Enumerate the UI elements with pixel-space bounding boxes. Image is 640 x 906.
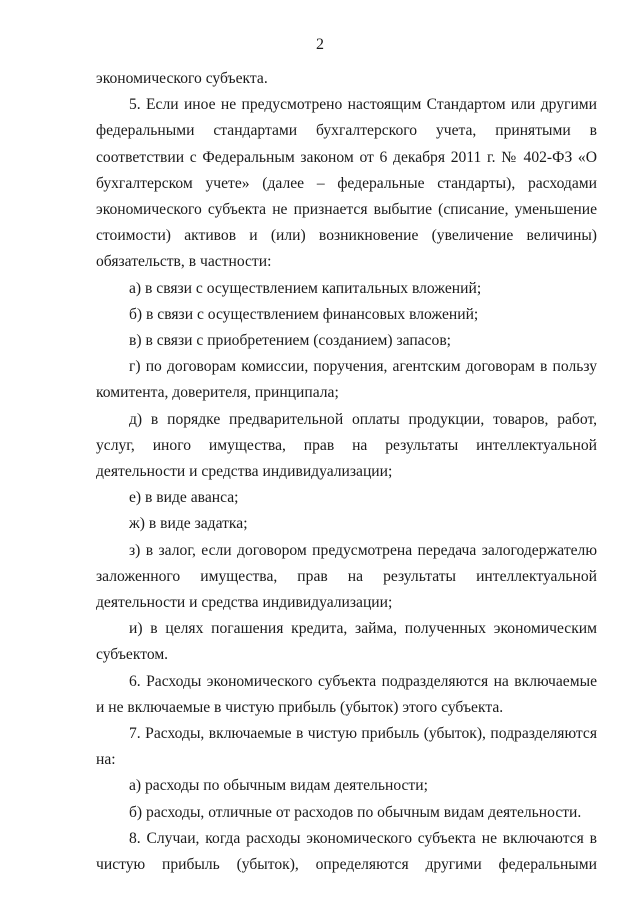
list-item-i: и) в целях погашения кредита, займа, полученных экономическим субъектом. — [96, 620, 597, 664]
document-body — [96, 66, 597, 878]
list-item-b: б) в связи с осуществлением финансовых вложений; — [129, 305, 479, 323]
list-item-7a: а) расходы по обычным видам деятельности; — [129, 777, 428, 795]
list-item-z: з) в залог, если договором предусмотрена передача залогодержателю заложенного имущества, прав на результаты интеллектуальной деятельности и средства индивидуализации; — [96, 541, 597, 612]
list-item-g: г) по договорам комиссии, поручения, агентским договорам в пользу комитента, доверителя, принципала; — [96, 358, 597, 402]
list-item-v: в) в связи с приобретением (созданием) запасов; — [129, 332, 452, 350]
list-item-a: а) в связи с осуществлением капитальных вложений; — [129, 279, 482, 297]
list-item-d: д) в порядке предварительной оплаты продукции, товаров, работ, услуг, иного имущества, прав на результаты интеллектуальной деятельности и средства индивидуализации; — [96, 410, 597, 481]
paragraph-clause-5: 5. Если иное не предусмотрено настоящим Стандартом или другими федеральными стандартами бухгалтерского учета, принятыми в соответствии с Федеральным законом от 6 декабря 2011 г. № 402-ФЗ «О бухгалтерском учете» (далее – федеральные стандарты), расходами экономического субъекта не признается выбытие (списание, уменьшение стоимости) активов и (или) возникновение (увеличение величины) обязательств, в частности: — [96, 96, 597, 271]
paragraph-continuation: экономического субъекта. — [96, 70, 268, 87]
paragraph-clause-8: 8. Случаи, когда расходы экономического субъекта не включаются в чистую прибыль (убыток), определяются другими федеральными — [96, 829, 597, 874]
list-item-e: е) в виде аванса; — [129, 489, 239, 507]
list-item-7b: б) расходы, отличные от расходов по обычным видам деятельности. — [129, 803, 582, 821]
page-number: 2 — [316, 36, 324, 53]
list-item-zh: ж) в виде задатка; — [129, 515, 248, 533]
paragraph-clause-6: 6. Расходы экономического субъекта подразделяются на включаемые и не включаемые в чистую прибыль (убыток) этого субъекта. — [96, 672, 597, 716]
paragraph-clause-7: 7. Расходы, включаемые в чистую прибыль (убыток), подразделяются на: — [96, 725, 597, 769]
